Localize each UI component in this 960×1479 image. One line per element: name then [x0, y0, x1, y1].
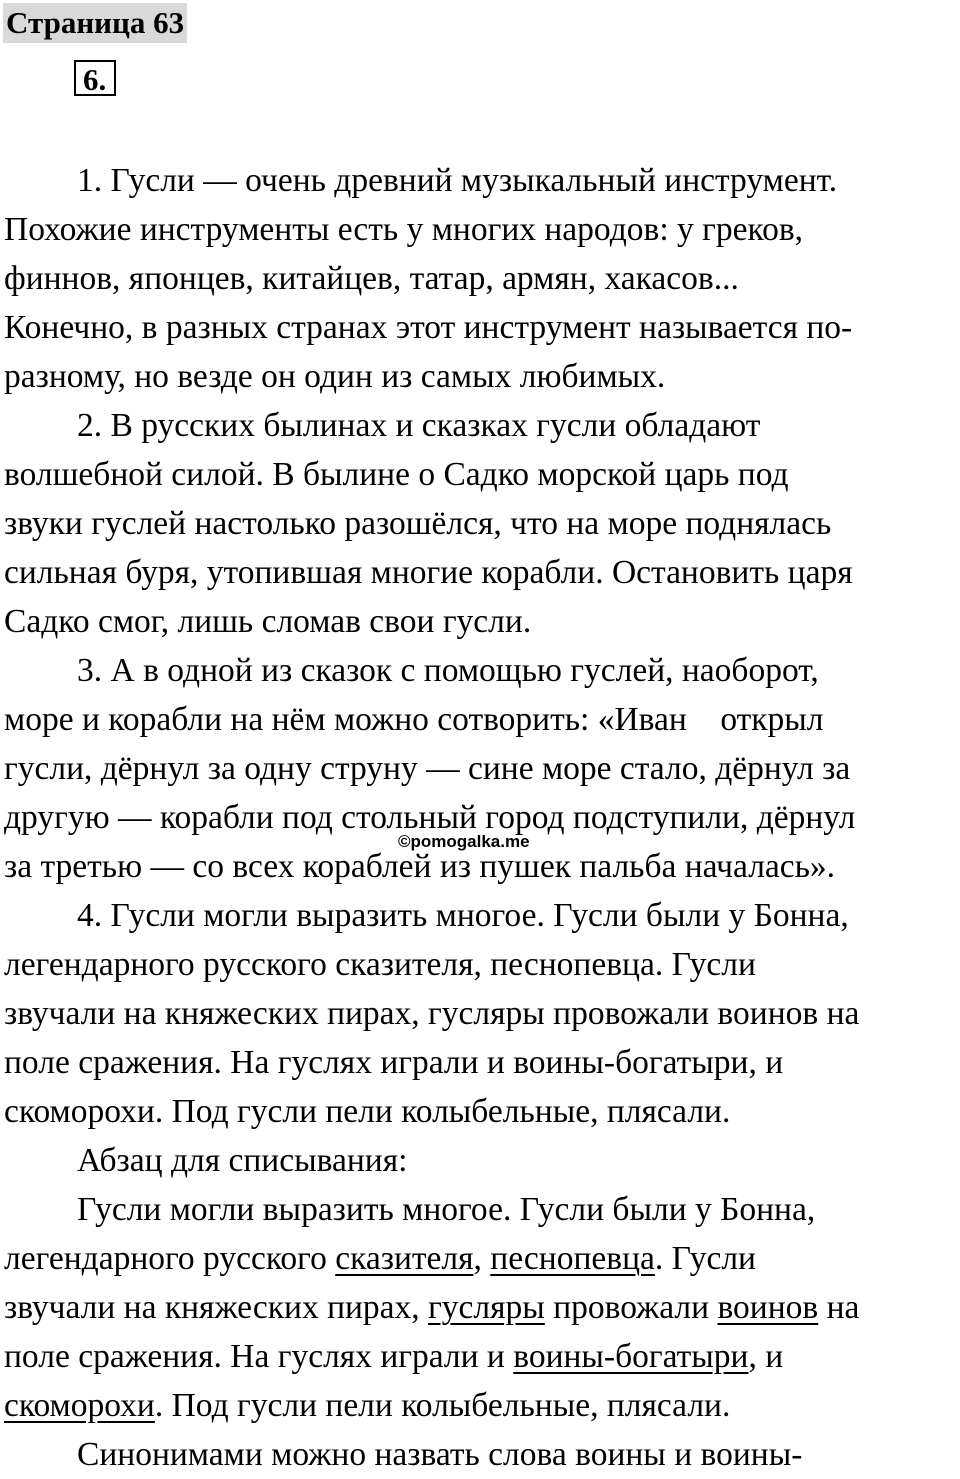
underlined-word: воины-богатыри — [513, 1338, 749, 1375]
text-line: другую — корабли под стольный город подступили, дёрнул — [4, 799, 856, 836]
text-line: звучали на княжеских пирах, гусляры провожали воинов на — [4, 995, 860, 1032]
text-span: , и — [748, 1338, 784, 1375]
text-span: поле сражения. На гуслях играли и — [4, 1338, 514, 1375]
text-span: звучали на княжеских пирах, — [4, 1289, 429, 1326]
text-line: звуки гуслей настолько разошёлся, что на море поднялась — [4, 505, 832, 542]
text-span: на — [818, 1289, 860, 1326]
text-line: поле сражения. На гуслях играли и воины-богатыри, и — [4, 1044, 784, 1081]
text-line: разному, но везде он один из самых любимых. — [4, 358, 666, 395]
copy-heading: Абзац для списывания: — [77, 1142, 408, 1179]
text-line — [4, 1234, 958, 1283]
text-line: Гусли могли выразить многое. Гусли были у Бонна, — [77, 1191, 816, 1228]
underlined-word: сказителя — [335, 1240, 474, 1277]
text-line: легендарного русского сказителя, песнопевца. Гусли — [4, 946, 756, 983]
text-span: . Под гусли пели колыбельные, плясали. — [154, 1387, 731, 1424]
watermark: ©pomogalka.me — [398, 832, 530, 851]
text-line: Синонимами можно назвать слова воины и воины- — [77, 1436, 803, 1473]
text-line: волшебной силой. В былине о Садко морской царь под — [4, 456, 789, 493]
text-line: Конечно, в разных странах этот инструмент называется по- — [4, 309, 853, 346]
text-line: море и корабли на нём можно сотворить: «Иван открыл — [4, 701, 824, 738]
text-line: за третью — со всех кораблей из пушек пальба началась». — [4, 848, 836, 885]
underlined-word: воинов — [717, 1289, 819, 1326]
text-line: гусли, дёрнул за одну струну — сине море стало, дёрнул за — [4, 750, 851, 787]
text-line: 2. В русских былинах и сказках гусли обладают — [77, 407, 761, 444]
text-span: . Гусли — [654, 1240, 756, 1277]
text-line: 4. Гусли могли выразить многое. Гусли были у Бонна, — [77, 897, 849, 934]
text-span: провожали — [544, 1289, 718, 1326]
text-line: 1. Гусли — очень древний музыкальный инструмент. — [77, 162, 838, 199]
text-line: Похожие инструменты есть у многих народов: у греков, — [4, 211, 804, 248]
document-text — [4, 156, 958, 1479]
text-line: 3. А в одной из сказок с помощью гуслей, наоборот, — [77, 652, 819, 689]
underlined-word: песнопевца — [490, 1240, 655, 1277]
text-line: Садко смог, лишь сломав свои гусли. — [4, 603, 532, 640]
page-title: Страница 63 — [3, 3, 187, 43]
text-span: , — [473, 1240, 491, 1277]
text-span: легендарного русского — [4, 1240, 336, 1277]
underlined-word: скоморохи — [4, 1387, 155, 1424]
task-number-box: 6. — [74, 60, 116, 96]
text-line: сильная буря, утопившая многие корабли. Остановить царя — [4, 554, 853, 591]
text-line — [4, 1381, 958, 1430]
text-line — [4, 1332, 958, 1381]
underlined-word: гусляры — [428, 1289, 545, 1326]
text-line: скоморохи. Под гусли пели колыбельные, плясали. — [4, 1093, 731, 1130]
text-line — [4, 1283, 958, 1332]
text-line: финнов, японцев, китайцев, татар, армян, хакасов... — [4, 260, 739, 297]
